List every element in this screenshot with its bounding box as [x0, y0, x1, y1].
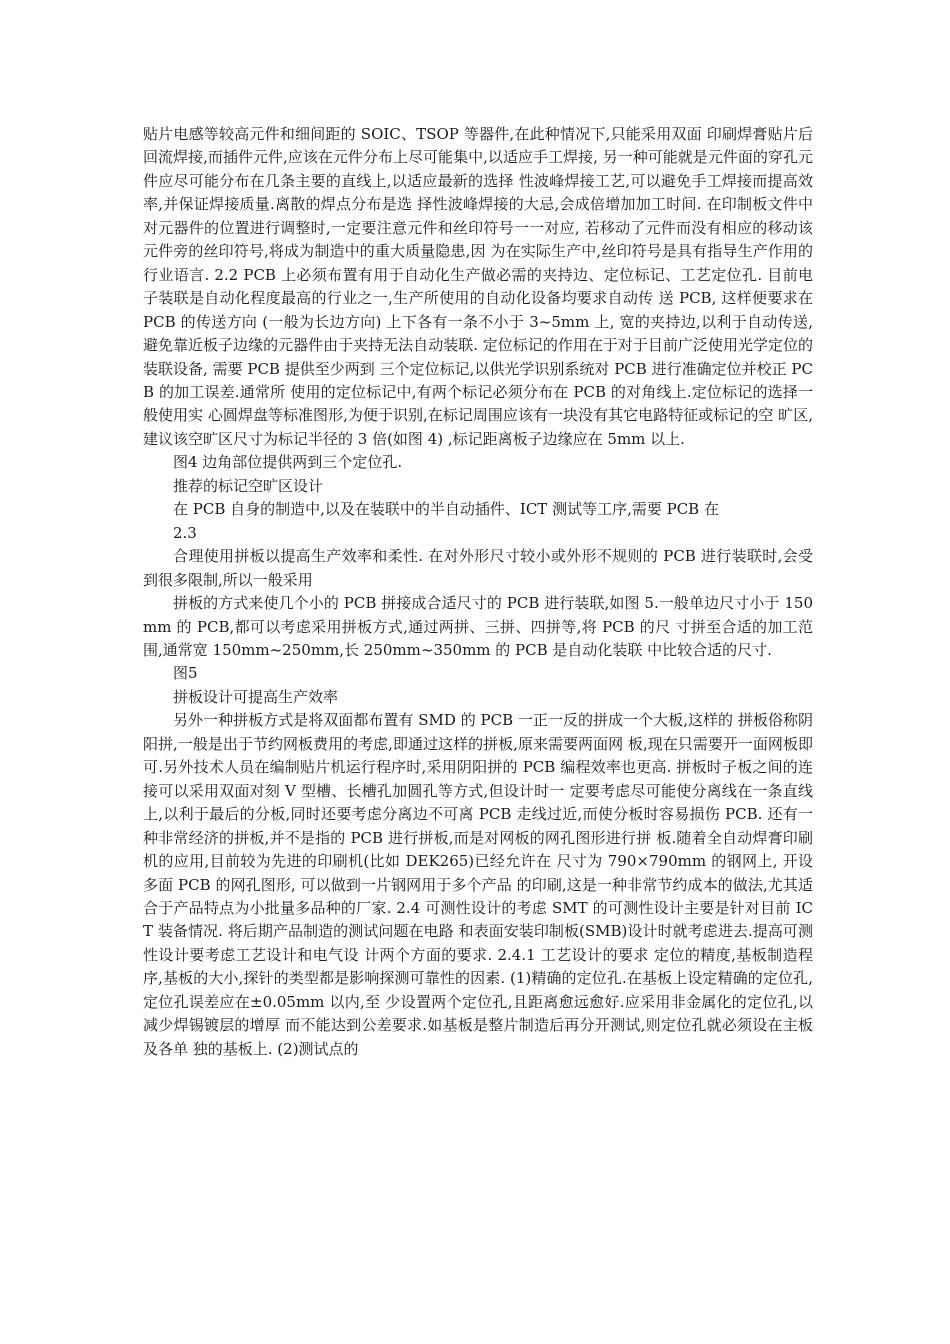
figure-subcaption: 推荐的标记空旷区设计 — [173, 476, 324, 495]
body-paragraph: 贴片电感等较高元件和细间距的 SOIC、TSOP 等器件,在此种情况下,只能采用双面 印刷焊膏贴片后回流焊接,而插件元件,应该在元件分布上尽可能集中,以适应手工焊接, 另一种可能就是元件面的穿孔元件应尽可能分布在几条主要的直线上,以适应最新的选择 性波峰焊接工艺,可以避免手工焊接而提高效率,并保证焊接质量.离散的焊点分布是选 择性波峰焊接的大忌,会成倍增加加工时间. 在印制板文件中对元器件的位置进行调整时,一定要注意元件和丝印符号一一对应, 若移动了元件而没有相应的移动该元件旁的丝印符号,将成为制造中的重大质量隐患,因 为在实际生产中,丝印符号是具有指导生产作用的行业语言. 2.2 PCB 上必须布置有用于自动化生产做必需的夹持边、定位标记、工艺定位孔. 目前电子装联是自动化程度最高的行业之一,生产所使用的自动化设备均要求自动传 送 PCB, 这样便要求在 PCB 的传送方向 (一般为长边方向) 上下各有一条不小于 3~5mm 上, 宽的夹持边,以利于自动传送,避免靠近板子边缘的元器件由于夹持无法自动装联. 定位标记的作用在于对于目前广泛使用光学定位的装联设备, 需要 PCB 提供至少两到 三个定位标记,以供光学识别系统对 PCB 进行准确定位并校正 PCB 的加工误差.通常所 使用的定位标记中,有两个标记必须分布在 PCB 的对角线上.定位标记的选择一般使用实 心圆焊盘等标准图形,为便于识别,在标记周围应该有一块没有其它电路特征或标记的空 旷区,建议该空旷区尺寸为标记半径的 3 倍(如图 4) ,标记距离板子边缘应在 5mm 以上. — [143, 125, 813, 448]
figure-caption: 图4 边角部位提供两到三个定位孔. — [173, 453, 403, 472]
figure-subcaption: 拼板设计可提高生产效率 — [173, 687, 339, 706]
body-paragraph: 另外一种拼板方式是将双面都布置有 SMD 的 PCB 一正一反的拼成一个大板,这样的 拼板俗称阴阳拼,一般是出于节约网板费用的考虑,即通过这样的拼板,原来需要两面网 板,现在只需要开一面网板即可.另外技术人员在编制贴片机运行程序时,采用阴阳拼的 PCB 编程效率也更高. 拼板时子板之间的连接可以采用双面对刻 V 型槽、长槽孔加圆孔等方式,但设计时一 定要考虑尽可能使分离线在一条直线上,以利于最后的分板,同时还要考虑分离边不可离 PCB 走线过近,而使分板时容易损伤 PCB. 还有一种非常经济的拼板,并不是指的 PCB 进行拼板,而是对网板的网孔图形进行拼 板.随着全自动焊膏印刷机的应用,目前较为先进的印刷机(比如 DEK265)已经允许在 尺寸为 790×790mm 的钢网上, 开设多面 PCB 的网孔图形, 可以做到一片钢网用于多个产品 的印刷,这是一种非常节约成本的做法,尤其适合于产品特点为小批量多品种的厂家. 2.4 可测性设计的考虑 SMT 的可测性设计主要是针对目前 ICT 装备情况. 将后期产品制造的测试问题在电路 和表面安装印制板(SMB)设计时就考虑进去.提高可测性设计要考虑工艺设计和电气设 计两个方面的要求. 2.4.1 工艺设计的要求 定位的精度,基板制造程序,基板的大小,探针的类型都是影响探测可靠性的因素. (1)精确的定位孔.在基板上设定精确的定位孔,定位孔误差应在±0.05mm 以内,至 少设置两个定位孔,且距离愈远愈好.应采用非金属化的定位孔,以减少焊锡镀层的增厚 而不能达到公差要求.如基板是整片制造后再分开测试,则定位孔就必须设在主板及各单 独的基板上. (2)测试点的 — [143, 711, 813, 1058]
document-body — [143, 123, 813, 1061]
body-line: 在 PCB 自身的制造中,以及在装联中的半自动插件、ICT 测试等工序,需要 PCB 在 — [173, 500, 719, 519]
body-paragraph: 拼板的方式来使几个小的 PCB 拼接成合适尺寸的 PCB 进行装联,如图 5.一般单边尺寸小于 150mm 的 PCB,都可以考虑采用拼板方式,通过两拼、三拼、四拼等,将 PCB 的尺 寸拼至合适的加工范围,通常宽 150mm~250mm,长 250mm~350mm 的 PCB 是自动化装联 中比较合适的尺寸. — [143, 594, 813, 659]
body-paragraph: 合理使用拼板以提高生产效率和柔性. 在对外形尺寸较小或外形不规则的 PCB 进行装联时,会受到很多限制,所以一般采用 — [143, 547, 813, 589]
figure-caption: 图5 — [173, 664, 198, 683]
section-number: 2.3 — [173, 523, 197, 542]
